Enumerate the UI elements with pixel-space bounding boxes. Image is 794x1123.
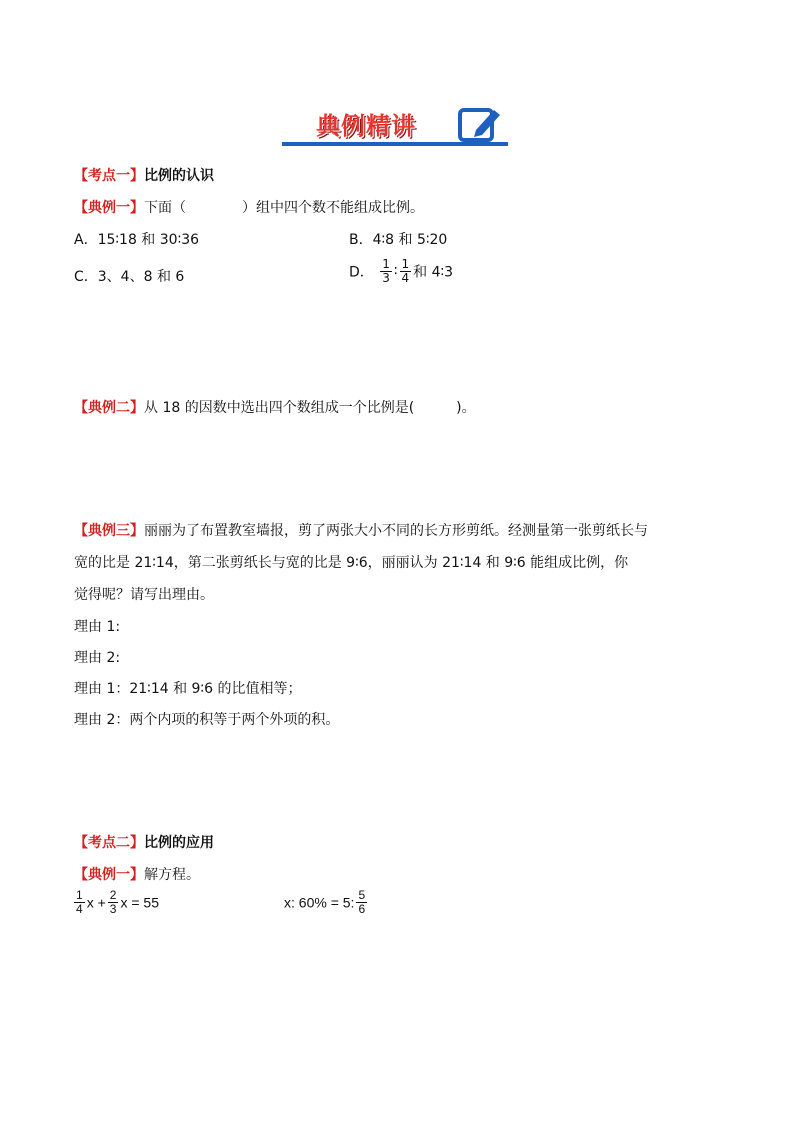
section-banner-title: 典例精讲 bbox=[316, 112, 416, 140]
example-3-line-1: 【典例三】丽丽为了布置教室墙报，剪了两张大小不同的长方形剪纸。经测量第一张剪纸长与 bbox=[74, 523, 648, 539]
option-b: B．4∶8 和 5∶20 bbox=[349, 232, 448, 248]
equation-1: $\frac{1}{4}$ x + $\frac{2}{3}$ x = 55 bbox=[76, 888, 159, 916]
example-4-question: 【典例一】解方程。 bbox=[74, 867, 200, 883]
question-text: 下面（ ）组中四个数不能组成比例。 bbox=[144, 200, 424, 216]
fraction-one-third: $\frac{1}{3}$ bbox=[382, 257, 390, 285]
question-text: 解方程。 bbox=[144, 867, 200, 883]
reason-2-label: 理由 2: bbox=[74, 650, 121, 666]
equation-2: x: 60% = 5: $\frac{5}{6}$ bbox=[284, 888, 366, 916]
section-title: 比例的认识 bbox=[144, 168, 214, 184]
section-title: 比例的应用 bbox=[144, 835, 214, 851]
banner-underline bbox=[282, 142, 508, 146]
question-text: 丽丽为了布置教室墙报，剪了两张大小不同的长方形剪纸。经测量第一张剪纸长与 bbox=[144, 523, 648, 539]
example-3-line-2: 宽的比是 21∶14，第二张剪纸长与宽的比是 9∶6，丽丽认为 21∶14 和 9∶6 能组成比例，你 bbox=[74, 555, 629, 571]
section-heading-point1: 【考点一】比例的认识 bbox=[74, 168, 214, 184]
reason-1-label: 理由 1: bbox=[74, 619, 121, 635]
fraction-one-fourth: $\frac{1}{4}$ bbox=[401, 257, 410, 285]
question-text: 从 18 的因数中选出四个数组成一个比例是( )。 bbox=[144, 400, 476, 416]
example-3-line-3: 觉得呢？请写出理由。 bbox=[74, 587, 214, 603]
example-2-question: 【典例二】从 18 的因数中选出四个数组成一个比例是( )。 bbox=[74, 400, 476, 416]
option-a: A．15∶18 和 30∶36 bbox=[74, 232, 200, 248]
pencil-edit-icon bbox=[456, 104, 502, 144]
option-d: D． $\frac{1}{3}$ ∶ $\frac{1}{4}$ 和 4∶3 bbox=[349, 257, 454, 285]
reason-2-answer: 理由 2：两个内项的积等于两个外项的积。 bbox=[74, 712, 340, 728]
example-1-question: 【典例一】下面（ ）组中四个数不能组成比例。 bbox=[74, 200, 424, 216]
section-heading-point2: 【考点二】比例的应用 bbox=[74, 835, 214, 851]
reason-1-answer: 理由 1：21∶14 和 9∶6 的比值相等； bbox=[74, 681, 302, 697]
option-c: C．3、4、8 和 6 bbox=[74, 269, 185, 285]
